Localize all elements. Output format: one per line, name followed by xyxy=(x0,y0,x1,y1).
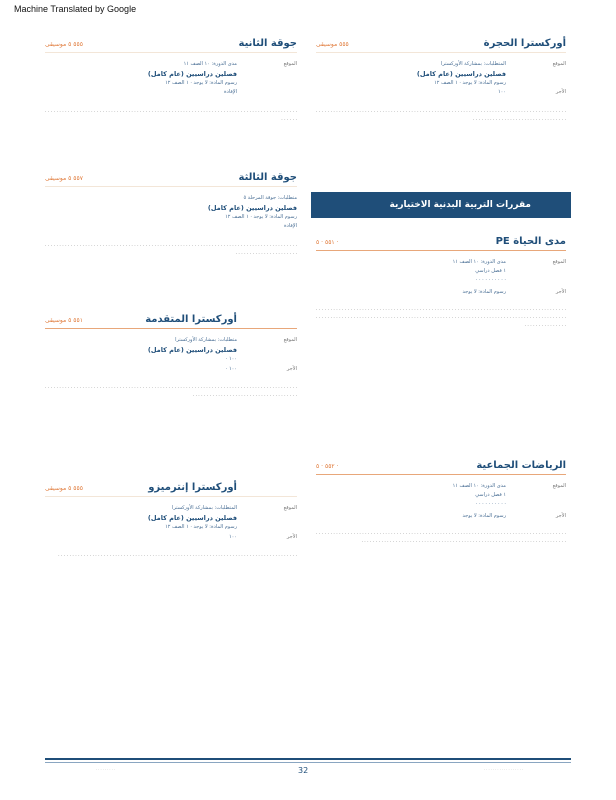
info-value: رسوم المادة: لا يوجد · ١ الصف ١٢ xyxy=(165,524,237,530)
course-description: · · · · · · · · · · · · · · · · · · · · · · · · · · · · · · · · · · · · · · · · · · · · · · · · · · · · · · · · · · · · · · · · · · · · · · · · · · · · · · · · · · · · · · · · · · · · · · xyxy=(45,110,297,123)
card-header xyxy=(45,482,297,497)
info-label: الموقع xyxy=(552,61,566,67)
course-info xyxy=(45,193,297,239)
course-info xyxy=(45,335,297,381)
card-header xyxy=(316,236,566,251)
info-value: مدى الدورة: ١٠ الصف ١١ xyxy=(452,259,506,265)
info-label: الموقع xyxy=(552,259,566,265)
info-value: فصلين دراسيين (عام كامل) xyxy=(147,346,237,354)
course-code: ٥٥٥ ٥ موسيقى xyxy=(45,41,83,48)
course-code: ٥٥٥ موسيقى xyxy=(316,41,349,48)
course-card-choir-2 xyxy=(45,38,297,125)
card-header xyxy=(45,314,297,329)
info-value: مدى الدورة: ١٠ الصف ١١ xyxy=(183,61,237,67)
course-card-chamber-orchestra xyxy=(316,38,566,125)
info-value: رسوم المادة: لا يوجد · ١ الصف ١٢ xyxy=(165,80,237,86)
course-description: · · · · · · · · · · · · · · · · · · · · · · · · · · · · · · · · · · · · · · · · · · · · · · · · · · · · · · · · · · · · · · · · · · · · · · · · · · · · · · · · · · · · · · · · · · · · · · · · · · · · · · · · · · · · · · · · · · · · · · · · · · · · · · · · · · · · · · · · · · · · · · · · · · · · · · · · · · · · · · · · · · · · · · · · · · · · · · · · · · · · · · · · · · · · · xyxy=(316,308,566,329)
card-header xyxy=(45,172,297,187)
course-title: أوركسترا المتقدمة xyxy=(145,314,237,325)
info-value: متطلبات: جوقة المرحلة ٥ xyxy=(243,195,297,201)
info-value: ١ فصل دراسي xyxy=(475,492,506,498)
info-value: المتطلبات: بمشاركة الأوركسترا xyxy=(172,505,237,511)
info-value: فصلين دراسيين (عام كامل) xyxy=(147,70,237,78)
info-label: الأجر xyxy=(286,534,297,540)
info-value: · · · · · · · · · · xyxy=(475,501,506,507)
course-code: ٥٥٢ · ٥ · xyxy=(316,463,339,470)
card-header xyxy=(45,38,297,53)
course-info xyxy=(45,503,297,549)
course-info xyxy=(316,481,566,527)
info-value: ١ فصل دراسي xyxy=(475,268,506,274)
course-card-lifetime-pe xyxy=(316,236,566,331)
course-code: ٥٥٥ ٥ موسيقى xyxy=(45,485,83,492)
course-info xyxy=(316,257,566,303)
info-label: الموقع xyxy=(552,483,566,489)
info-value: المتطلبات: بمشاركة الأوركسترا xyxy=(441,61,506,67)
footer-left-text: · · · · · · · · · xyxy=(96,768,115,772)
info-value: رسوم المادة: لا يوجد xyxy=(462,513,506,519)
course-info xyxy=(316,59,566,105)
course-code: ٥٥١ ٥ موسيقى xyxy=(45,317,83,324)
course-info xyxy=(45,59,297,105)
course-card-intermezzo-orchestra xyxy=(45,482,297,561)
info-value: متطلبات: بمشاركة الأوركسترا xyxy=(175,337,237,343)
info-value: · · · · · · · · · · xyxy=(475,277,506,283)
card-header xyxy=(316,38,566,53)
course-card-choir-3 xyxy=(45,172,297,259)
section-title-banner: مقررات التربية البدنية الاختيارية xyxy=(311,192,571,218)
course-description: · · · · · · · · · · · · · · · · · · · · · · · · · · · · · · · · · · · · · · · · · · · · · · · · · · · · · · · · · · · · · · · · · · · · · · · · · · · · · · · · · · · · · · · · · · · · · · · · · · · · · · · · · · · · · · · · · · · · · · · · · · · · · xyxy=(45,386,297,399)
info-value: ١٠٠ xyxy=(228,534,237,540)
page-number: 32 xyxy=(298,766,309,775)
info-label: الموقع xyxy=(283,505,297,511)
info-label: الموقع xyxy=(283,61,297,67)
course-title: جوقة الثانية xyxy=(238,38,297,49)
info-value: رسوم المادة: لا يوجد · ١ الصف ١٢ xyxy=(434,80,506,86)
info-label: الموقع xyxy=(283,337,297,343)
machine-translation-banner: Machine Translated by Google xyxy=(14,4,137,14)
info-value: فصلين دراسيين (عام كامل) xyxy=(416,70,506,78)
footer-right-text: · · · · · · · · · · · · · · · · · · xyxy=(484,768,523,772)
info-value: الإفادة xyxy=(223,89,237,95)
info-value: ١٠٠ · xyxy=(225,356,237,362)
course-code: ٥٥٧ ٥ موسيقى xyxy=(45,175,83,182)
course-description: · · · · · · · · · · · · · · · · · · · · · · · · · · · · · · · · · · · · · · · · · · · · · · · · · · · · · · · · · · · · · · · · · · · · · · · · · · · · · · · · · · · · · · · · · · · · · · · · · · · · · · · · · · · · · · xyxy=(45,244,297,257)
info-value: فصلين دراسيين (عام كامل) xyxy=(147,514,237,522)
info-value: ١٠٠ xyxy=(497,89,506,95)
course-title: أوركسترا إنترميزو xyxy=(148,482,237,493)
course-title: جوقة الثالثة xyxy=(238,172,297,183)
info-value: رسوم المادة: لا يوجد xyxy=(462,289,506,295)
course-card-team-sports xyxy=(316,460,566,547)
footer-rule xyxy=(45,758,571,760)
course-description: · · · · · · · · · · · · · · · · · · · · · · · · · · · · · · · · · · · · · · · · · · · · · · · · · · · · · · · · · · · · · · · · · · · · · · · · · · · · · · · · · · · · xyxy=(58,554,297,559)
info-value: ١٠٠ · xyxy=(225,366,237,372)
course-description: · · · · · · · · · · · · · · · · · · · · · · · · · · · · · · · · · · · · · · · · · · · · · · · · · · · · · · · · · · · · · · · · · · · · · · · · · · · · · · · · · · · · · · · · · · · · · · · · · · · · · · · · · · · · · · · · · · · · · · · · · · · · · · · · · · · · · · · · · · · · · · · · · · · · · · · · · · · · · · · xyxy=(316,532,566,545)
footer-rule-thin xyxy=(45,762,571,763)
info-label: الأجر xyxy=(555,89,566,95)
info-value: فصلين دراسيين (عام كامل) xyxy=(207,204,297,212)
info-label: الأجر xyxy=(286,366,297,372)
course-title: أوركسترا الحجرة xyxy=(483,38,566,49)
info-value: الإفادة xyxy=(283,223,297,229)
course-description: · · · · · · · · · · · · · · · · · · · · · · · · · · · · · · · · · · · · · · · · · · · · · · · · · · · · · · · · · · · · · · · · · · · · · · · · · · · · · · · · · · · · · · · · · · · · · · · · · · · · · · · · · · · · · · · · · · · · · · · · xyxy=(316,110,566,123)
course-code: ٥٥١ · ٥ · xyxy=(316,239,339,246)
info-value: رسوم المادة: لا يوجد · ١ الصف ١٢ xyxy=(225,214,297,220)
info-label: الأجر xyxy=(555,513,566,519)
course-title: مدى الحياة PE xyxy=(495,236,566,247)
info-value: مدى الدورة: ١٠ الصف ١١ xyxy=(452,483,506,489)
course-title: الرياضات الجماعية xyxy=(476,460,566,471)
card-header xyxy=(316,460,566,475)
info-label: الأجر xyxy=(555,289,566,295)
course-card-advanced-orchestra xyxy=(45,314,297,401)
